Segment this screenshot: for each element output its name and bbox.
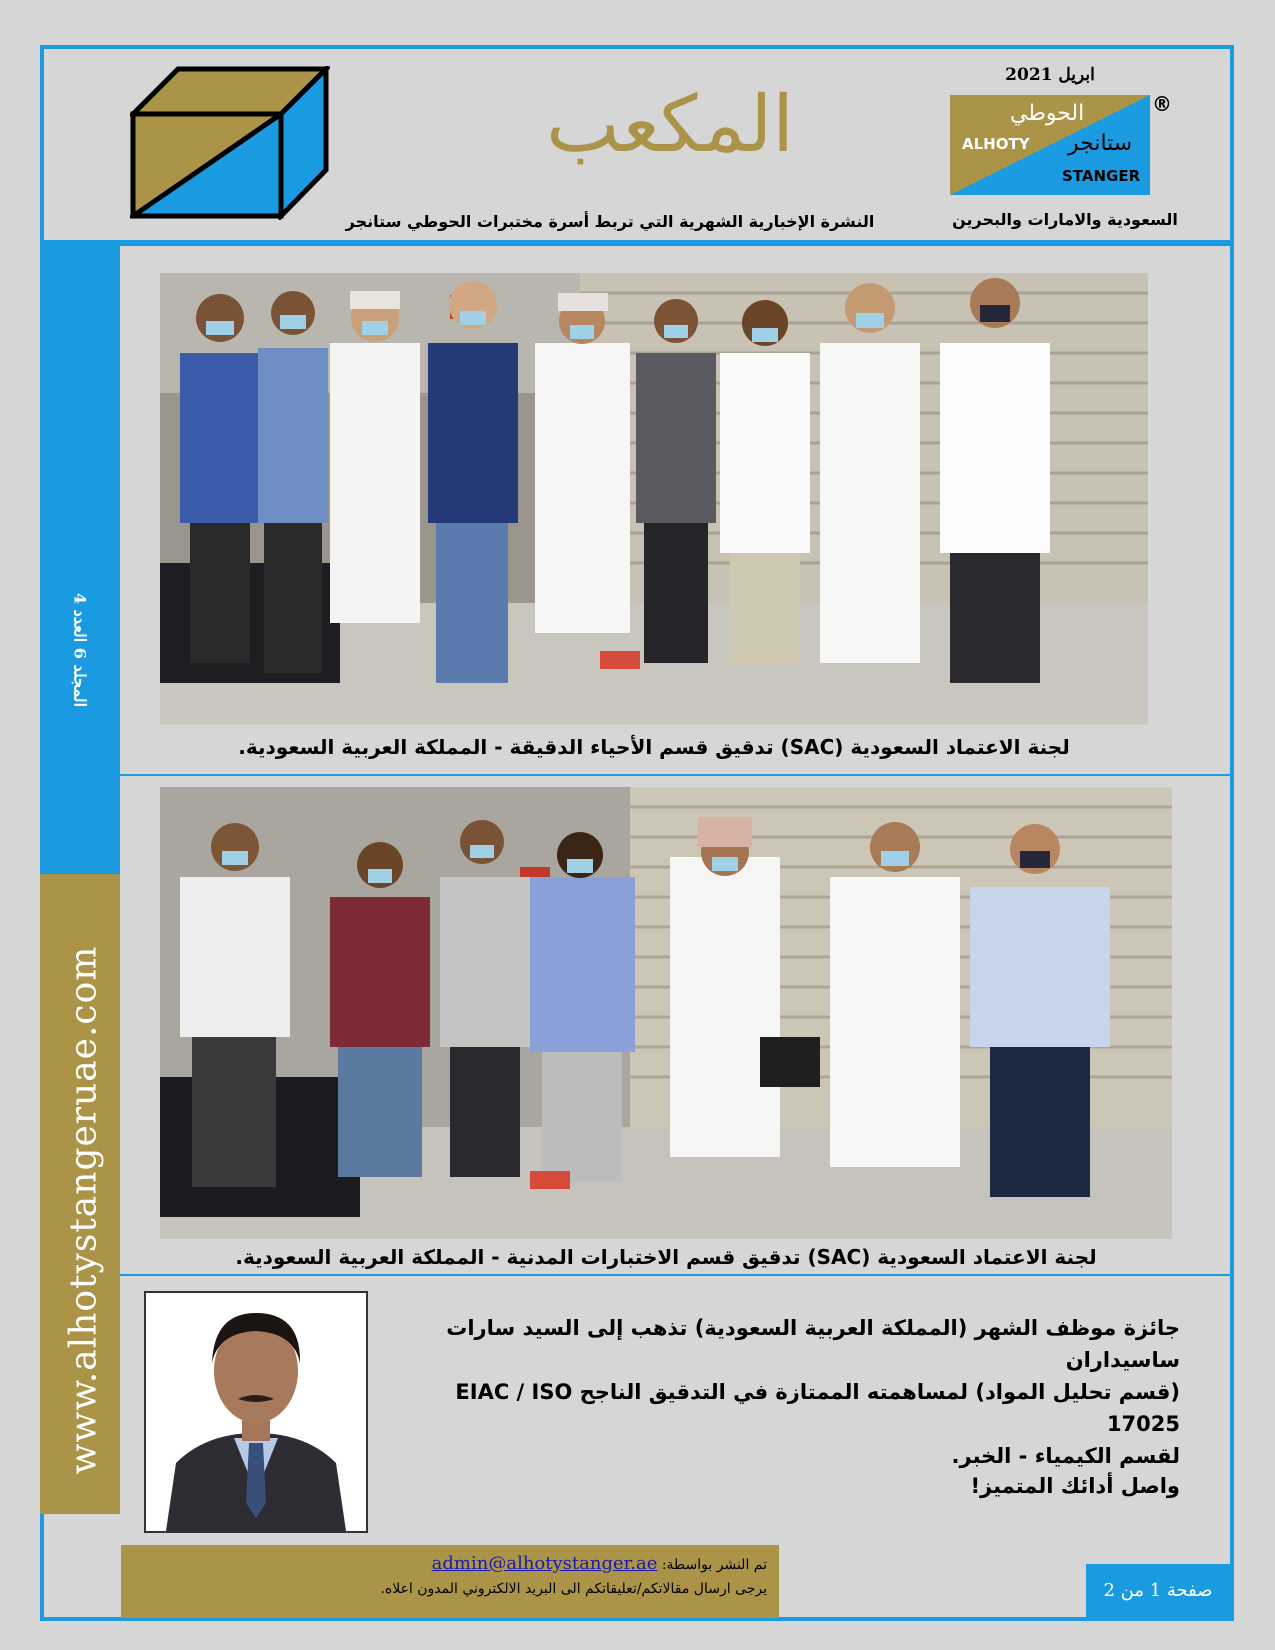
footer-contact-panel xyxy=(121,1545,779,1618)
group-photo-microbiology xyxy=(160,273,1148,725)
award-announcement xyxy=(390,1312,1180,1472)
contact-email-link[interactable]: admin@alhotystanger.ae xyxy=(431,1553,658,1574)
newsletter-subtitle: النشرة الإخبارية الشهرية التي تربط أسرة مختبرات الحوطي ستانجر xyxy=(345,212,875,231)
award-line-2: (قسم تحليل المواد) لمساهمته الممتازة في التدقيق الناجح EIAC / ISO 17025 xyxy=(455,1380,1180,1436)
award-line-1: جائزة موظف الشهر (المملكة العربية السعودية) تذهب إلى السيد سارات ساسيداران xyxy=(446,1316,1180,1372)
volume-issue: المجلد 6 العدد 4 xyxy=(70,592,90,708)
website-link[interactable]: www.alhotystangeruae.com xyxy=(63,945,105,1475)
employee-portrait xyxy=(144,1291,368,1533)
award-closing: واصل أدائك المتميز! xyxy=(970,1474,1180,1498)
newsletter-title: المكعب xyxy=(546,80,794,170)
issue-date: ابريل 2021 xyxy=(1005,65,1095,85)
page-number: صفحة 1 من 2 xyxy=(1103,1580,1213,1601)
group-photo-civil-testing xyxy=(160,787,1172,1239)
footer-published-by xyxy=(432,1553,767,1574)
sidebar-blue-panel xyxy=(40,246,120,874)
section-divider-2 xyxy=(120,1274,1230,1276)
footer-note: يرجى ارسال مقالاتكم/تعليقاتكم الى البريد الالكتروني المدون اعلاه. xyxy=(380,1581,767,1597)
logo-english-name-2: STANGER xyxy=(1062,167,1141,185)
logo-arabic-name-2: ستانجر xyxy=(1068,131,1133,156)
award-line-3: لقسم الكيمياء - الخبر. xyxy=(951,1444,1180,1468)
published-by-label: تم النشر بواسطة: xyxy=(661,1557,767,1573)
registered-mark: ® xyxy=(1152,92,1172,116)
photo-caption-2: لجنة الاعتماد السعودية (SAC) تدقيق قسم الاختبارات المدنية - المملكة العربية السعودية. xyxy=(235,1245,1097,1269)
section-divider-1 xyxy=(120,774,1230,776)
photo-caption-1: لجنة الاعتماد السعودية (SAC) تدقيق قسم الأحياء الدقيقة - المملكة العربية السعودية. xyxy=(238,735,1070,759)
page-number-box xyxy=(1086,1564,1230,1618)
company-logo xyxy=(950,95,1150,195)
logo-arabic-name-1: الحوطي xyxy=(1010,101,1085,126)
header-divider xyxy=(40,240,1234,246)
cube-logo-icon xyxy=(130,66,330,224)
logo-english-name-1: ALHOTY xyxy=(962,135,1030,153)
region-text: السعودية والامارات والبحرين xyxy=(952,210,1178,229)
